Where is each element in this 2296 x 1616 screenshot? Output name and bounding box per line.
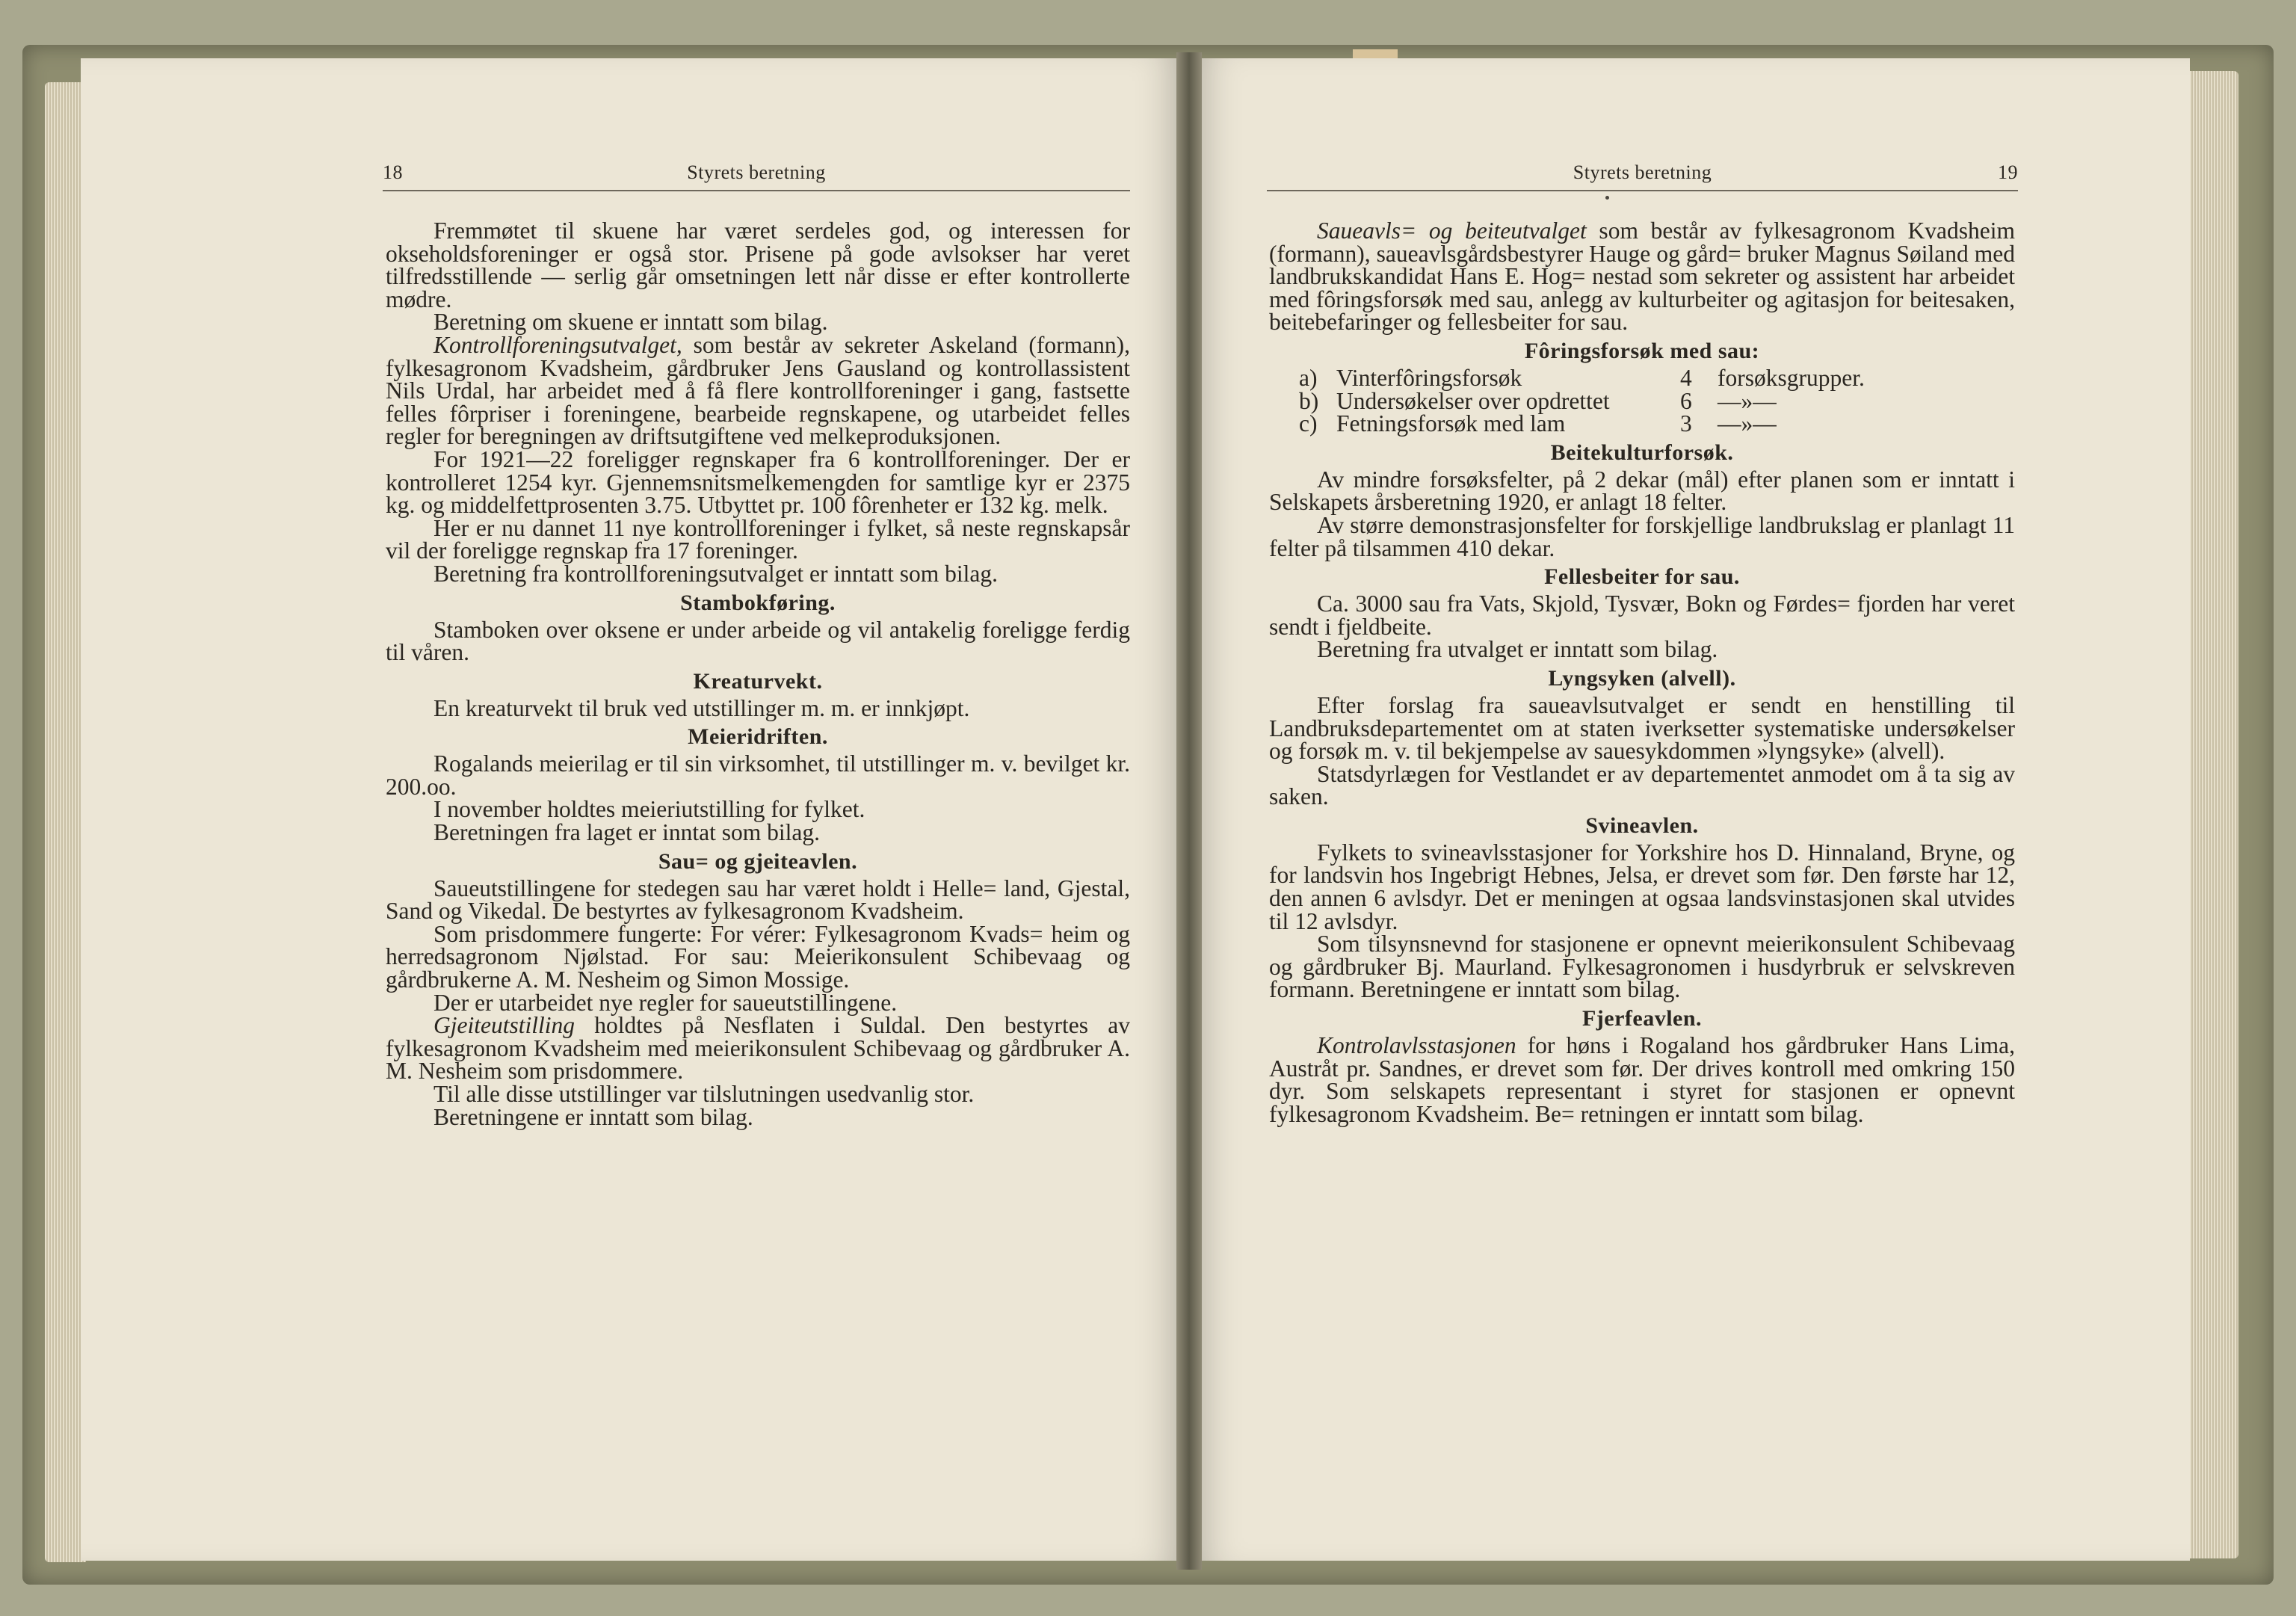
body-paragraph: Her er nu dannet 11 nye kontrollforeninger i fylket, så neste regnskapsår vil der foreligge regnskap fra 17 foreninger.	[386, 514, 1130, 564]
trial-name: Vinterfôringsforsøk	[1336, 364, 1522, 391]
paragraph-text: som består av sekreter Askeland (formann), fylkesagronom Kvadsheim, gårdbruker Jens Gausland og kontrollassistent Nils Urdal, har arbeidet med å få flere kontrollforeninger i gang, fastsette felles fôrpriser i foreningene, bearbeide regnskapene, og utarbeidet felles regler for beregningen av driftsutgiftene ved melkeproduksjonen.	[386, 331, 1130, 450]
right-page-number: 19	[1998, 161, 2018, 183]
trial-letter: b)	[1299, 387, 1319, 414]
body-paragraph: Beretningen fra laget er inntat som bilag.	[433, 819, 820, 846]
italic-lead: Kontrolavlsstasjonen	[1317, 1032, 1516, 1059]
body-paragraph: Som prisdommere fungerte: For vérer: Fylkesagronom Kvads= heim og herredsagronom Njølstad. For sau: Meierikonsulent Schibevaag og gårdbrukerne A. M. Nesheim og Simon Mossige.	[386, 920, 1130, 993]
trial-row	[1269, 410, 2015, 437]
body-paragraph: Fylkets to svineavlsstasjoner for Yorkshire hos D. Hinnaland, Bryne, og for landsvin hos Ingebrigt Hebnes, Jelsa, er drevet som før. Den første har 12, den annen 6 avlsdyr. Det er meningen at ogsaa landsvinstasjonen skal utvides til 12 avlsdyr.	[1269, 839, 2015, 934]
section-heading: Beitekulturforsøk.	[1550, 440, 1734, 465]
right-page-header	[1267, 157, 2018, 191]
trial-row	[1269, 364, 2015, 391]
trial-name: Undersøkelser over opdrettet	[1336, 387, 1610, 414]
section-heading: Lyngsyken (alvell).	[1548, 665, 1736, 691]
section-heading: Fjerfeavlen.	[1581, 1006, 1703, 1031]
body-paragraph: Stamboken over oksene er under arbeide og vil antakelig foreligge ferdig til våren.	[386, 616, 1130, 666]
trial-row	[1269, 387, 2015, 414]
body-paragraph: Saueutstillingene for stedegen sau har været holdt i Helle= land, Gjestal, Sand og Vikedal. De bestyrtes av fylkesagronom Kvadsheim.	[386, 875, 1130, 925]
left-page-header	[383, 157, 1130, 191]
trial-letter: c)	[1299, 410, 1318, 437]
book-gutter	[1176, 52, 1202, 1570]
intro-paragraph	[1269, 220, 2015, 334]
section-heading: Svineavlen.	[1585, 812, 1699, 838]
body-paragraph: Efter forslag fra saueavlsutvalget er sendt en henstilling til Landbruksdepartementet om at staten iverksetter systematiske undersøkelser og forsøk m. v. til bekjempelse av sauesykdommen »lyngsyke» (alvell).	[1269, 691, 2015, 765]
body-paragraph: For 1921—22 foreligger regnskaper fra 6 kontrollforeninger. Der er kontrolleret 1254 kyr. Gjennemsnitsmelkemengden for samtlige kyr er 2375 kg. og middelfettprosenten 3.75. Utbyttet pr. 100 fôrenheter er 132 kg. melk.	[386, 445, 1130, 519]
paragraph-text: holdtes på Nesflaten i Suldal. Den bestyrtes av fylkesagronom Kvadsheim med meierikonsulent Schibevaag og gårdbruker A. M. Nesheim som prisdommere.	[386, 1012, 1130, 1085]
body-paragraph: Av større demonstrasjonsfelter for forskjellige landbrukslag er planlagt 11 felter på tilsammen 410 dekar.	[1269, 511, 2015, 561]
trial-unit: —»—	[1718, 410, 1777, 437]
right-page-body	[1269, 220, 2015, 1126]
section-heading: Stambokføring.	[680, 590, 836, 615]
trial-name: Fetningsforsøk med lam	[1336, 410, 1566, 437]
section-heading: Sau= og gjeiteavlen.	[658, 848, 858, 874]
body-paragraph: Beretning om skuene er inntatt som bilag.	[433, 309, 828, 336]
body-paragraph: Beretning fra utvalget er inntatt som bilag.	[1317, 636, 1718, 663]
section-heading: Kreaturvekt.	[693, 668, 823, 694]
trials-heading: Fôringsforsøk med sau:	[1524, 338, 1760, 363]
body-paragraph: Fremmøtet til skuene har været serdeles god, og interessen for okseholdsforeninger er også stor. Prisene på gode avlsokser har veret tilfredsstillende — serlig går omsetningen lett når disse er efter kontrollerte mødre.	[386, 218, 1130, 312]
trial-count: 3	[1680, 410, 1692, 437]
body-paragraph: Beretning fra kontrollforeningsutvalget er inntatt som bilag.	[433, 560, 998, 587]
italic-lead: Gjeiteutstilling	[433, 1012, 575, 1039]
body-paragraph: Ca. 3000 sau fra Vats, Skjold, Tysvær, Bokn og Førdes= fjorden har veret sendt i fjeldbeite.	[1269, 590, 2015, 640]
page-edges-left	[45, 82, 86, 1562]
left-page-body	[386, 220, 1130, 1129]
page-edges-right	[2182, 71, 2238, 1558]
ink-dot	[1605, 196, 1609, 200]
body-paragraph	[386, 1014, 1130, 1083]
trial-unit: forsøksgrupper.	[1718, 364, 1865, 391]
intro-italic-lead: Saueavls= og beiteutvalget	[1317, 218, 1587, 244]
trials-list	[1269, 364, 2015, 437]
intro-text: som består av fylkesagronom Kvadsheim (formann), saueavlsgårdsbestyrer Hauge og gård= bruker Magnus Søiland med landbrukskandidat Hans E. Hog= nestad som sekreter og assistent har arbeidet med fôringsforsøk med sau, anlegg av kulturbeiter og agitasjon for beitesaken, beitebefaringer og fellesbeiter for sau.	[1269, 218, 2015, 336]
body-paragraph: Beretningene er inntatt som bilag.	[433, 1103, 753, 1130]
body-paragraph: Som tilsynsnevnd for stasjonene er opnevnt meierikonsulent Schibevaag og gårdbruker Bj. Maurland. Fylkesagronomen i husdyrbruk er selvskreven formann. Beretningene er inntatt som bilag.	[1269, 931, 2015, 1003]
trial-count: 4	[1680, 364, 1692, 391]
body-paragraph: Rogalands meierilag er til sin virksomhet, til utstillinger m. v. bevilget kr. 200.oo.	[386, 750, 1130, 800]
left-running-title: Styrets beretning	[687, 161, 826, 183]
body-paragraph: I november holdtes meieriutstilling for fylket.	[433, 796, 865, 823]
paragraph-text: for høns i Rogaland hos gårdbruker Hans Lima, Austråt pr. Sandnes, er drevet som før. Der drives kontroll med omkring 150 dyr. Som selskapets representant i styret for stasjonen er opnevnt fylkesagronom Kvadsheim. Be= retningen er inntatt som bilag.	[1269, 1032, 2015, 1127]
trial-count: 6	[1680, 387, 1692, 414]
section-heading: Meieridriften.	[688, 724, 828, 750]
body-paragraph	[386, 331, 1130, 450]
body-paragraph: Til alle disse utstillinger var tilslutningen usedvanlig stor.	[433, 1081, 975, 1107]
body-paragraph: Av mindre forsøksfelter, på 2 dekar (mål) efter planen som er inntatt i Selskapets årsberetning 1920, er anlagt 18 felter.	[1269, 466, 2015, 516]
trial-unit: —»—	[1718, 387, 1777, 414]
body-paragraph: Der er utarbeidet nye regler for saueutstillingene.	[433, 989, 898, 1016]
right-page-sections	[1269, 440, 2015, 1126]
left-page-number: 18	[383, 161, 403, 183]
body-paragraph: Statsdyrlægen for Vestlandet er av departementet anmodet om å ta sig av saken.	[1269, 760, 2015, 810]
section-heading: Fellesbeiter for sau.	[1544, 564, 1740, 590]
italic-lead: Kontrollforeningsutvalget,	[433, 331, 682, 358]
trial-letter: a)	[1299, 364, 1318, 391]
body-paragraph	[1269, 1034, 2015, 1126]
right-running-title: Styrets beretning	[1573, 161, 1712, 183]
body-paragraph: En kreaturvekt til bruk ved utstillinger m. m. er innkjøpt.	[433, 694, 970, 721]
